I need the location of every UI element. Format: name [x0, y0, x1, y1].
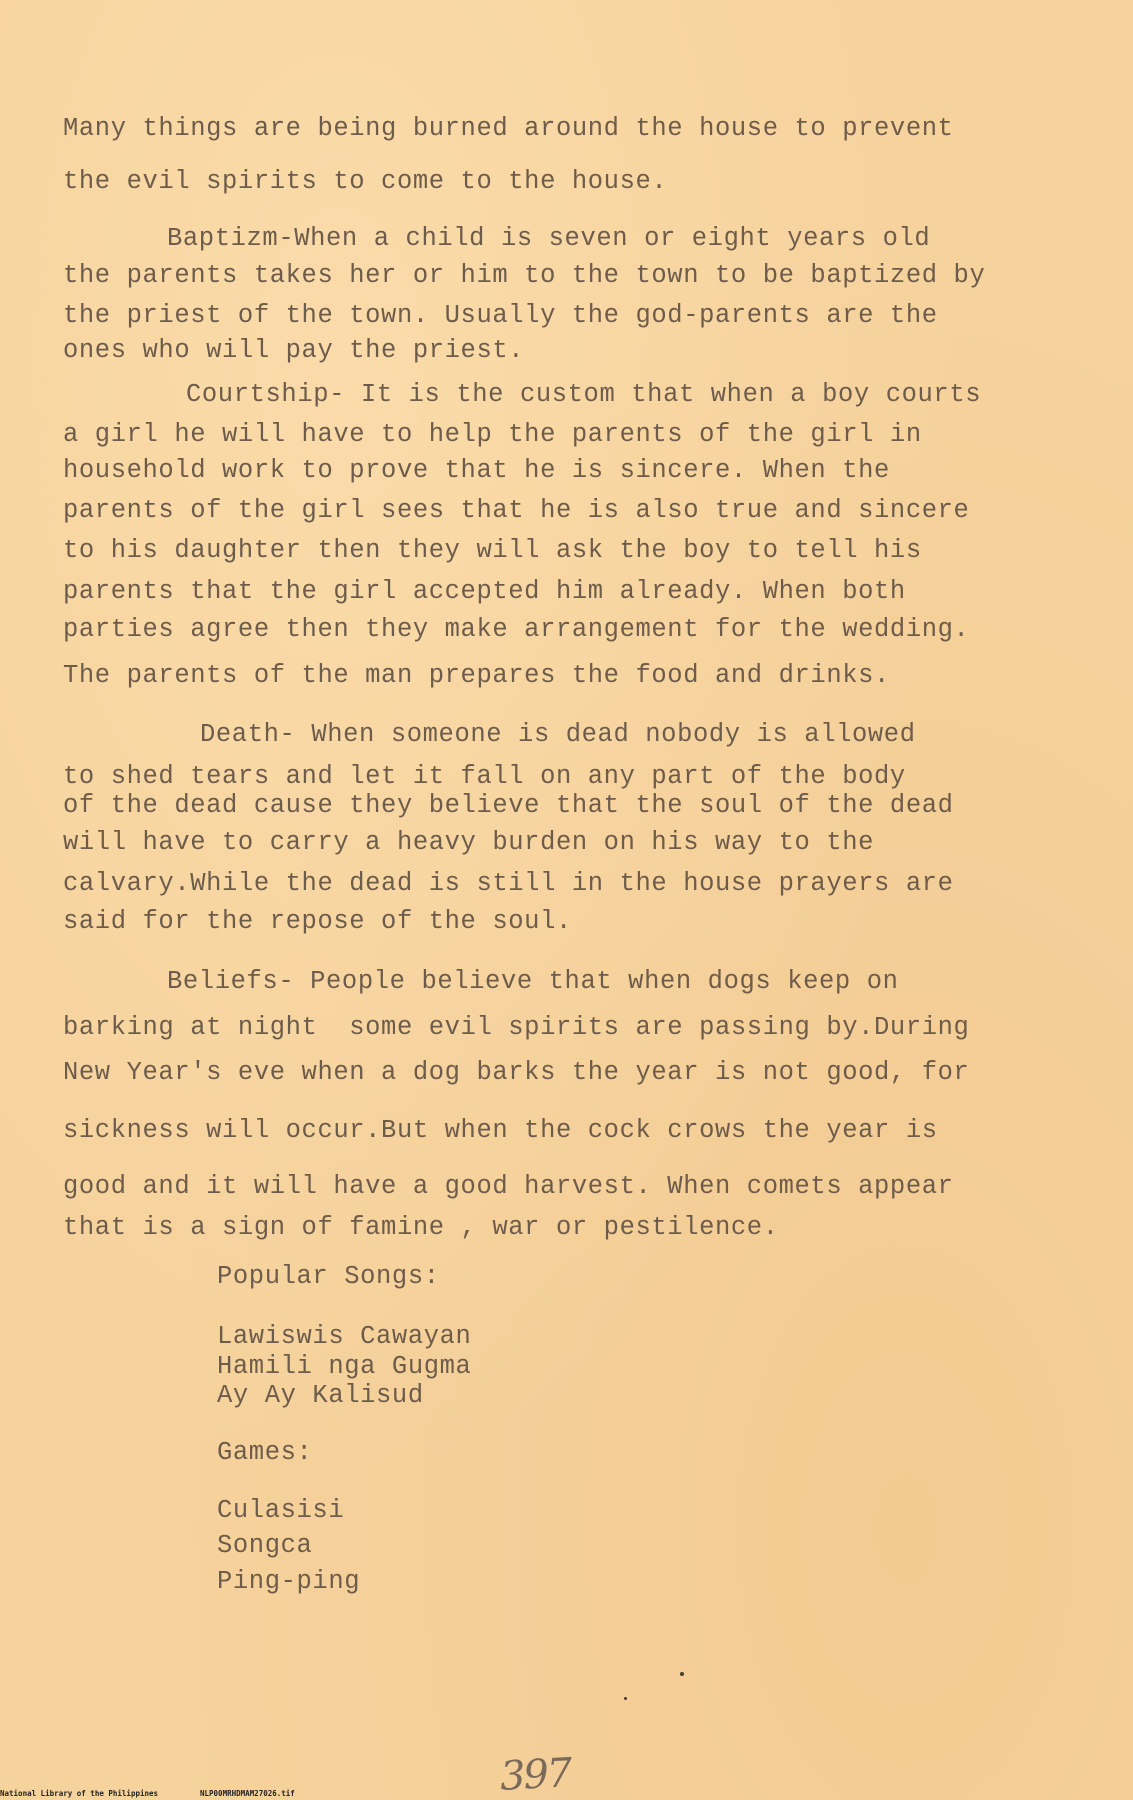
text-line: to his daughter then they will ask the boy to tell his [63, 536, 922, 565]
text-line: Beliefs- People believe that when dogs keep on [167, 967, 899, 996]
song-item: Lawiswis Cawayan [217, 1322, 472, 1351]
text-line: parents that the girl accepted him already. When both [63, 577, 906, 606]
text-line: Many things are being burned around the house to prevent [63, 114, 954, 143]
text-line: calvary.While the dead is still in the house prayers are [63, 869, 954, 898]
text-line: barking at night some evil spirits are passing by.During [63, 1013, 970, 1042]
text-line: household work to prove that he is sincere. When the [63, 456, 890, 485]
text-line: New Year's eve when a dog barks the year is not good, for [63, 1058, 970, 1087]
text-line: Death- When someone is dead nobody is allowed [200, 720, 916, 749]
text-line: good and it will have a good harvest. When comets appear [63, 1172, 954, 1201]
text-line: Baptizm-When a child is seven or eight years old [167, 224, 931, 253]
text-line: sickness will occur.But when the cock crows the year is [63, 1116, 938, 1145]
game-item: Songca [217, 1531, 313, 1560]
game-item: Culasisi [217, 1496, 345, 1525]
game-item: Ping-ping [217, 1567, 361, 1596]
text-line: will have to carry a heavy burden on his way to the [63, 828, 875, 857]
songs-heading: Popular Songs: [217, 1262, 440, 1291]
text-line: the parents takes her or him to the town to be baptized by [63, 261, 986, 290]
footer-library: National Library of the Philippines [0, 1789, 159, 1798]
song-item: Hamili nga Gugma [217, 1352, 472, 1381]
text-line: said for the repose of the soul. [63, 907, 572, 936]
ink-speck [624, 1697, 627, 1700]
text-line: parties agree then they make arrangement for the wedding. [63, 615, 970, 644]
text-line: the evil spirits to come to the house. [63, 167, 668, 196]
text-line: a girl he will have to help the parents of the girl in [63, 420, 922, 449]
text-line: The parents of the man prepares the food and drinks. [63, 661, 890, 690]
text-line: the priest of the town. Usually the god-parents are the [63, 301, 938, 330]
text-line: ones who will pay the priest. [63, 336, 525, 365]
games-heading: Games: [217, 1438, 313, 1467]
text-line: parents of the girl sees that he is also true and sincere [63, 496, 970, 525]
text-line: to shed tears and let it fall on any part of the body [63, 762, 906, 791]
footer-filename: NLP00MRHDMAM27026.tif [200, 1789, 295, 1798]
text-line: of the dead cause they believe that the soul of the dead [63, 791, 954, 820]
text-line: Courtship- It is the custom that when a boy courts [186, 380, 982, 409]
ink-speck [680, 1672, 684, 1676]
song-item: Ay Ay Kalisud [217, 1381, 424, 1410]
text-line: that is a sign of famine , war or pestilence. [63, 1213, 779, 1242]
page-number: 397 [498, 1750, 572, 1800]
